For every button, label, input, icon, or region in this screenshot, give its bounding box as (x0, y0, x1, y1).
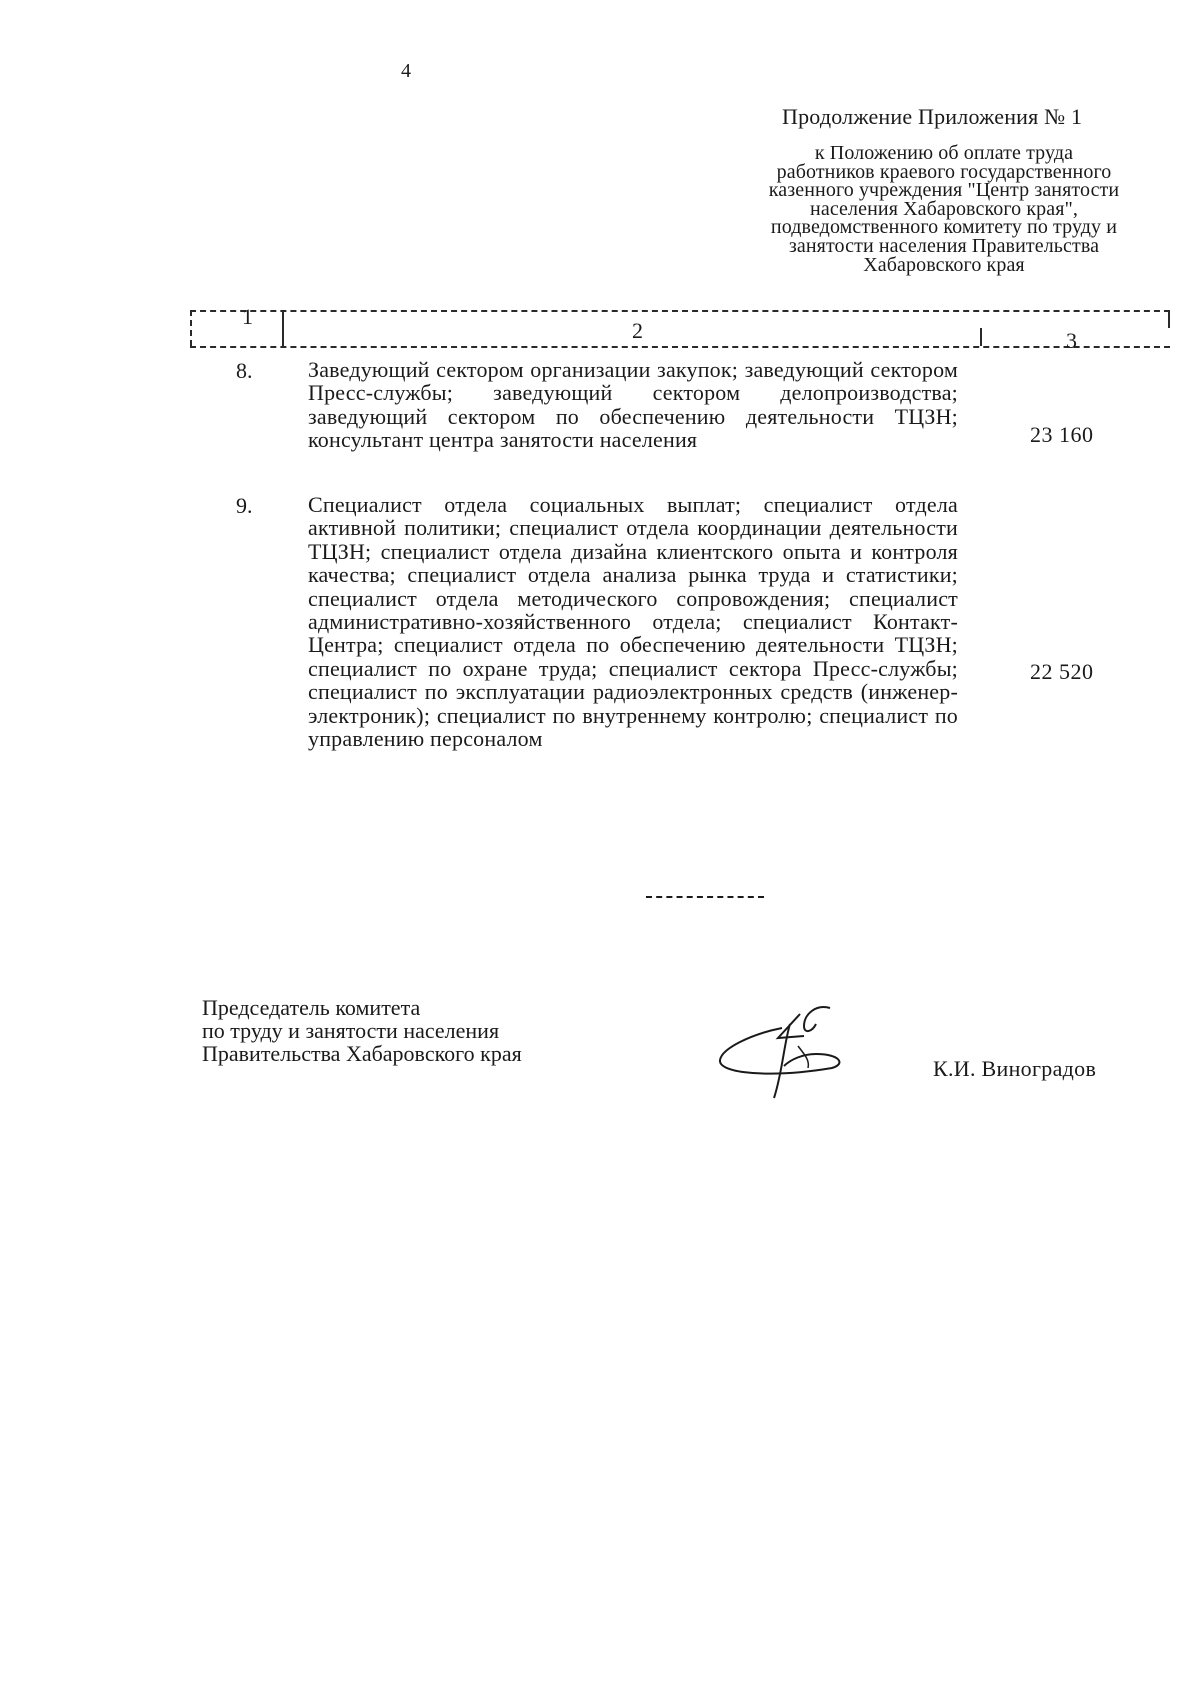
signatory-line: Правительства Хабаровского края (202, 1041, 522, 1066)
continuation-title: Продолжение Приложения № 1 (782, 104, 1083, 129)
column-header-2: 2 (632, 318, 643, 343)
row-number: 9. (236, 493, 253, 518)
signatory-line: Председатель комитета (202, 995, 421, 1020)
signatory-position (202, 996, 522, 1065)
appendix-reference (724, 144, 1164, 274)
signatory-line: по труду и занятости населения (202, 1018, 500, 1043)
page-number: 4 (401, 60, 411, 82)
end-of-table-mark (646, 896, 764, 898)
appendix-ref-line: к Положению об оплате труда (814, 142, 1074, 164)
column-header-1: 1 (242, 304, 253, 329)
appendix-ref-line: Хабаровского края (863, 253, 1025, 276)
appendix-ref-line: населения Хабаровского края", (810, 197, 1078, 220)
row-number: 8. (236, 358, 253, 383)
row-salary-value: 23 160 (1030, 422, 1094, 447)
appendix-ref-line: работников краевого государственного (776, 160, 1112, 183)
header-bottom-border (190, 346, 1170, 348)
row-position-list: Заведующий сектором организации закупок; заведующий сектором Пресс-службы; заведующий сектором делопроизводства; заведующий сектором по обеспечению деятельности ТЦЗН; консультант центра занятости населения (308, 357, 958, 453)
row-position-list: Специалист отдела социальных выплат; специалист отдела активной политики; специалист отдела координации деятельности ТЦЗН; специалист отдела дизайна клиентского опыта и контроля качества; специалист отдела анализа рынка труда и статистики; специалист отдела методического сопровождения; специалист административно-хозяйственного отдела; специалист Контакт-Центра; специалист отдела по обеспечению деятельности ТЦЗН; специалист по охране труда; специалист сектора Пресс-службы; специалист по эксплуатации радиоэлектронных средств (инженер-электроник); специалист по внутреннему контролю; специалист по управлению персоналом (308, 492, 958, 752)
column-header-3: 3 (1066, 328, 1077, 353)
header-separator (1168, 310, 1170, 328)
appendix-ref-line: занятости населения Правительства (788, 234, 1100, 257)
header-separator (190, 310, 192, 346)
header-top-border (190, 310, 1170, 312)
handwritten-signature (712, 984, 852, 1104)
signer-name: К.И. Виноградов (933, 1056, 1097, 1081)
appendix-ref-line: казенного учреждения "Центр занятости (768, 179, 1120, 202)
header-separator (980, 328, 982, 346)
header-separator (282, 310, 284, 346)
appendix-ref-line: подведомственного комитету по труду и (770, 216, 1118, 239)
table-header (190, 306, 1170, 354)
row-salary-value: 22 520 (1030, 659, 1094, 684)
